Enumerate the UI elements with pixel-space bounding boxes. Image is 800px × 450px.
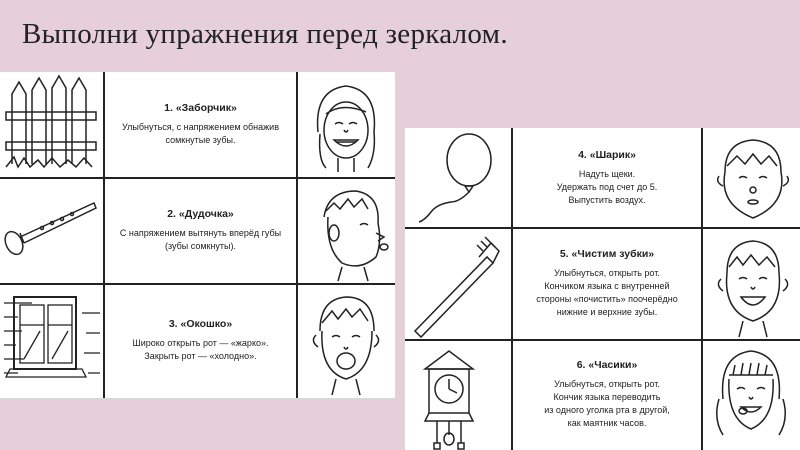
exercise-title: 6. «Часики»	[576, 359, 638, 371]
exercise-row	[0, 283, 395, 398]
exercise-text	[105, 177, 296, 283]
exercise-row	[0, 177, 395, 285]
boy-open-mouth-face-icon	[298, 283, 395, 398]
exercise-card-right	[405, 128, 800, 450]
exercise-text	[105, 72, 296, 177]
exercise-text	[513, 227, 701, 339]
exercise-title: 1. «Заборчик»	[164, 102, 237, 114]
exercise-text	[105, 283, 296, 398]
boy-puffed-cheeks-face-icon	[703, 128, 800, 227]
exercise-title: 3. «Окошко»	[168, 318, 233, 330]
exercise-description: Улыбнуться, с напряжением обнажив сомкнутые зубы.	[122, 122, 279, 145]
exercise-description: Широко открыть рот — «жарко». Закрыть рот — «холодно».	[132, 338, 269, 361]
exercise-row	[405, 128, 800, 229]
slide-title: Выполни упражнения перед зеркалом.	[22, 18, 508, 50]
exercise-description: С напряжением вытянуть вперёд губы (зубы сомкнуты).	[119, 227, 282, 251]
cuckoo-clock-icon	[407, 339, 510, 450]
window-icon	[2, 283, 102, 398]
balloon-icon	[407, 128, 510, 227]
fence-icon	[2, 72, 102, 177]
exercise-title: 5. «Чистим зубки»	[559, 247, 655, 260]
smiling-girl-face-icon	[298, 72, 395, 177]
exercise-row	[405, 339, 800, 450]
boy-smiling-open-face-icon	[703, 227, 800, 339]
exercise-row	[0, 72, 395, 179]
pipe-icon	[2, 177, 102, 283]
boy-pursed-lips-face-icon	[298, 177, 395, 283]
exercise-description: Улыбнуться, открыть рот. Кончик языка переводить из одного уголка рта в другой, как маятник часов.	[544, 379, 670, 428]
exercise-title: 4. «Шарик»	[578, 148, 636, 161]
girl-tongue-face-icon	[703, 339, 800, 450]
exercise-title: 2. «Дудочка»	[167, 207, 234, 220]
exercise-row	[405, 227, 800, 341]
exercise-card-left	[0, 72, 395, 398]
exercise-text	[513, 128, 701, 227]
toothbrush-icon	[407, 227, 510, 339]
exercise-description: Надуть щеки. Удержать под счет до 5. Выпустить воздух.	[556, 168, 658, 205]
exercise-description: Улыбнуться, открыть рот. Кончиком языка с внутренней стороны «почистить» поочерёдно нижние и верхние зубы.	[536, 267, 678, 317]
exercise-text	[513, 339, 701, 450]
